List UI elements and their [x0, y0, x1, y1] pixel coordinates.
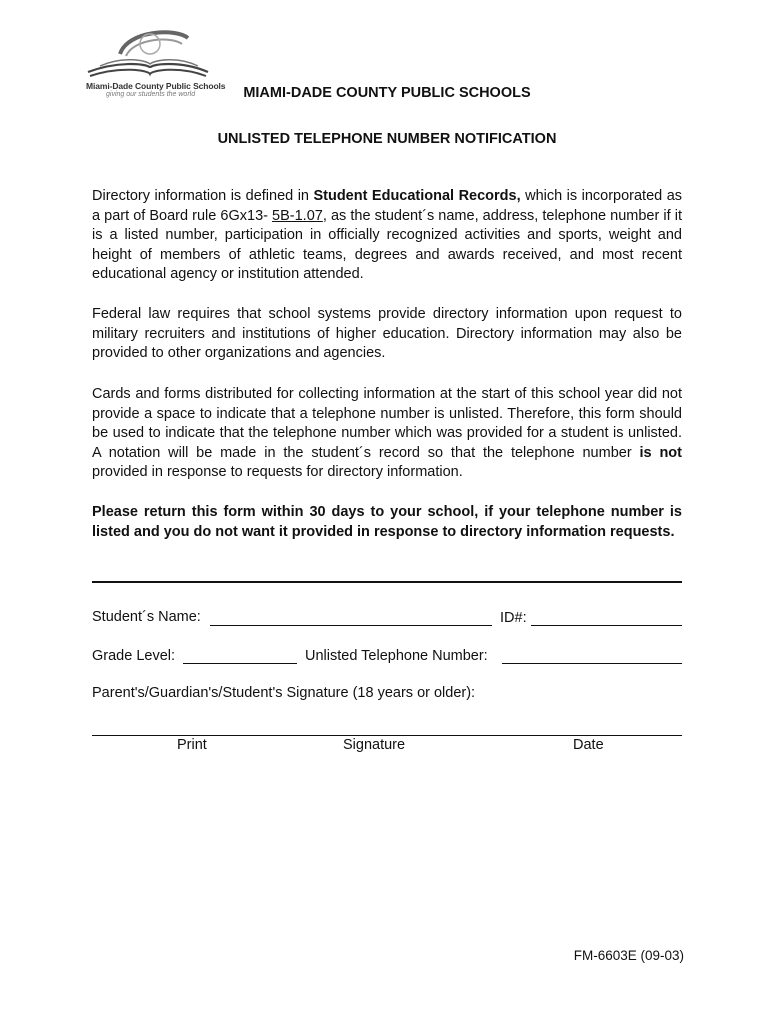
section-divider	[92, 581, 682, 583]
id-label: ID#:	[500, 610, 527, 626]
document-title: MIAMI-DADE COUNTY PUBLIC SCHOOLS	[243, 85, 531, 101]
student-name-field[interactable]	[210, 625, 492, 626]
grade-level-label: Grade Level:	[92, 648, 176, 664]
paragraph-return-instructions: Please return this form within 30 days to your school, if your telephone number is listed and you do not want it provided in response to directory information requests.	[92, 504, 682, 540]
logo-name: Miami-Dade County Public Schools	[86, 81, 226, 91]
p3-text-b: provided in response to requests for directory information.	[92, 464, 463, 480]
p1-bold-term: Student Educational Records,	[313, 188, 521, 204]
student-name-label: Student´s Name:	[92, 609, 201, 625]
logo-emblem-icon	[80, 24, 215, 80]
p3-text-a: Cards and forms distributed for collecting information at the start of this school year did not provide a space to indicate that a telephone number is unlisted. Therefore, this form should be used to indicate that the telephone number which was provided for a student is unlisted. A notation will be made in the student´s record so that the telephone number	[92, 386, 682, 461]
unlisted-phone-label: Unlisted Telephone Number:	[305, 648, 488, 664]
board-rule-link[interactable]: 5B-1.07	[272, 207, 323, 224]
document-subtitle: UNLISTED TELEPHONE NUMBER NOTIFICATION	[217, 131, 557, 147]
p1-text-a: Directory information is defined in	[92, 188, 314, 204]
paragraph-federal-law: Federal law requires that school systems provide directory information upon request to military recruiters and institutions of higher education. Directory information may also be provided to other organizations and agencies.	[92, 306, 682, 361]
signature-instruction-label: Parent's/Guardian's/Student's Signature (18 years or older):	[92, 685, 476, 701]
p1-text-b: which is incorporated as a part of Board rule 6Gx13-	[92, 188, 683, 224]
logo-tagline: giving our students the world	[106, 91, 196, 98]
form-number: FM-6603E (09-03)	[573, 948, 684, 963]
paragraph-directory-definition	[92, 187, 682, 285]
grade-level-field[interactable]	[183, 663, 297, 664]
p3-bold-term: is not	[639, 444, 682, 461]
signature-column-label: Signature	[343, 737, 406, 753]
print-label: Print	[177, 737, 207, 753]
paragraph-cards-forms	[92, 385, 682, 483]
unlisted-phone-field[interactable]	[502, 663, 682, 664]
date-label: Date	[573, 737, 604, 753]
signature-field[interactable]	[92, 735, 682, 736]
p1-text-c: , as the student´s name, address, telephone number if it is a listed number, participation in officially recognized activities and sports, weight and height of members of athletic teams, degrees and awards received, and most recent educational agency or institution attended.	[92, 207, 682, 282]
id-field[interactable]	[531, 625, 682, 626]
